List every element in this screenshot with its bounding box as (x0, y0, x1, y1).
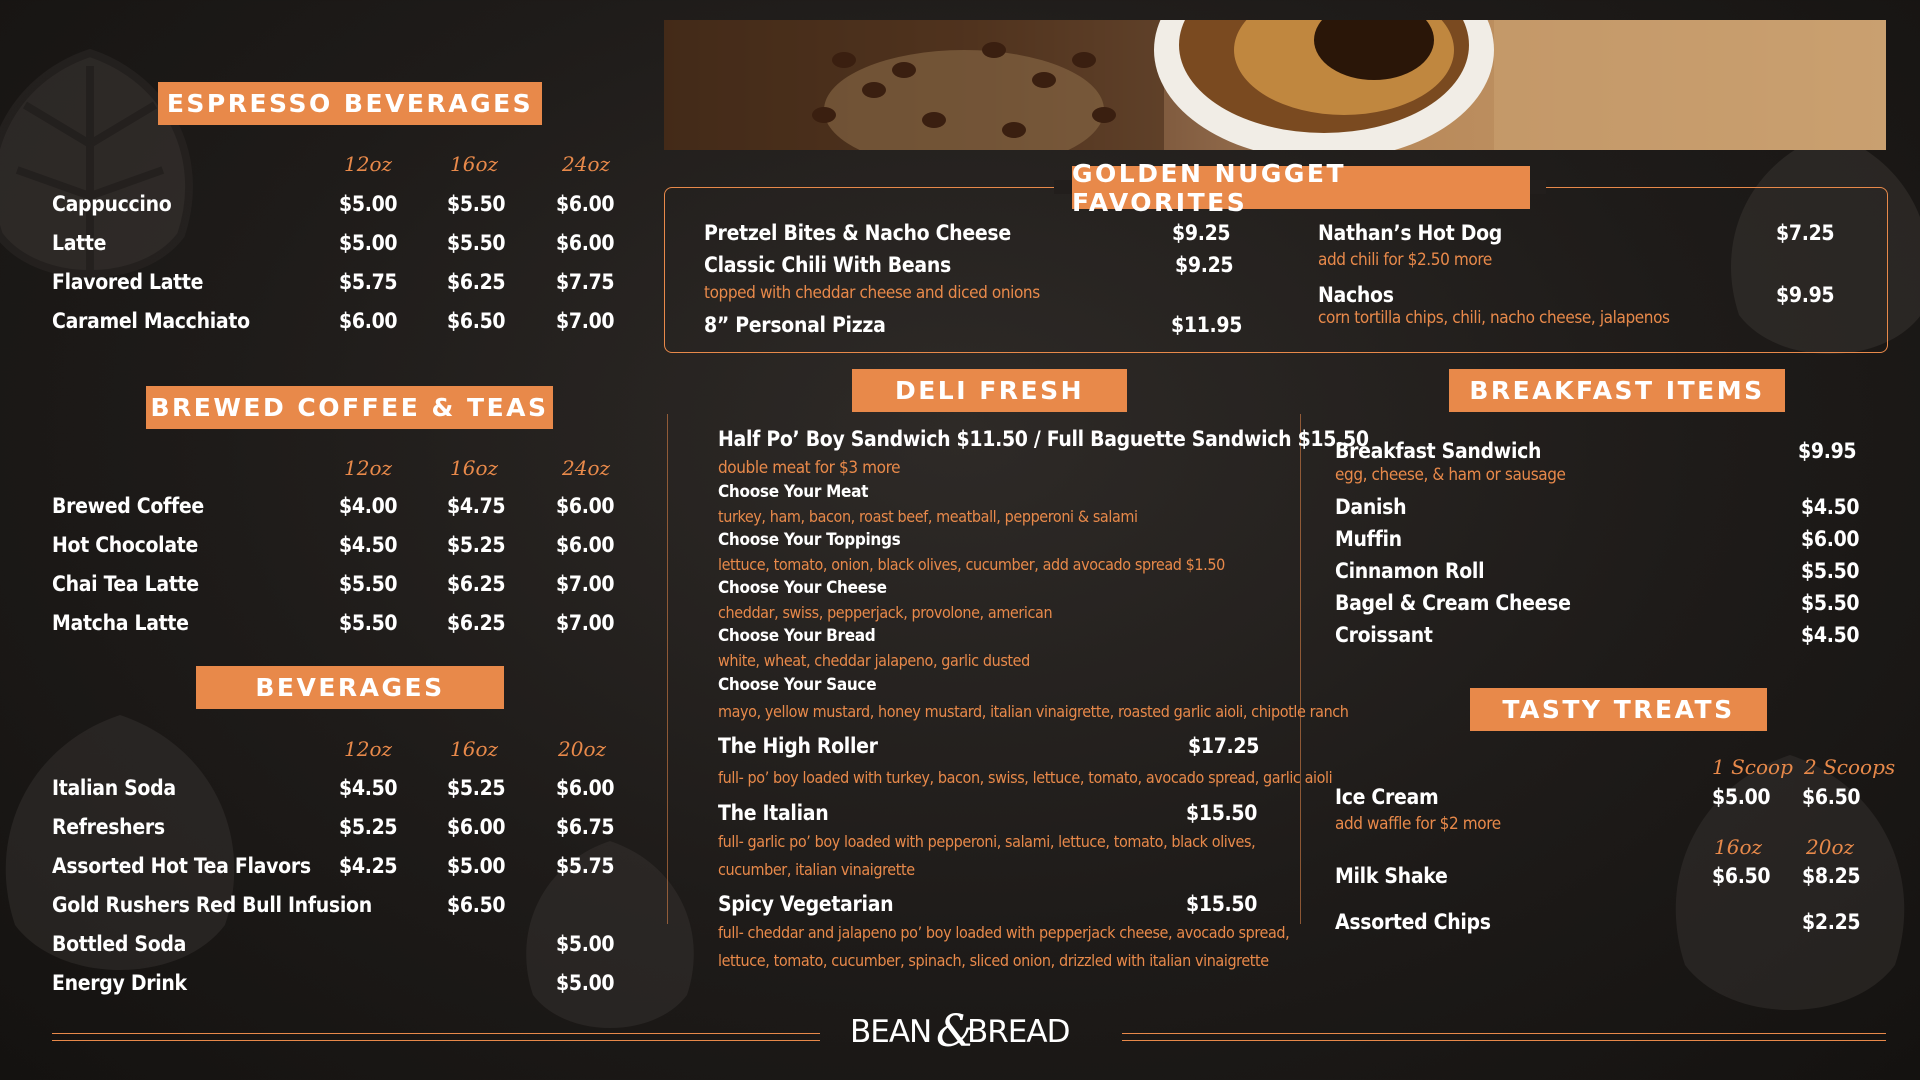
price: $5.25 (447, 533, 506, 557)
footer-line (52, 1040, 820, 1041)
menu-item-name: Assorted Hot Tea Flavors (52, 854, 311, 878)
price: $5.00 (447, 854, 506, 878)
price: $6.50 (447, 309, 506, 333)
leaf-decoration (0, 40, 220, 300)
footer-line (1122, 1040, 1886, 1041)
size-header: 16oz (1714, 835, 1763, 859)
menu-item-name: Gold Rushers Red Bull Infusion (52, 893, 372, 917)
price: $5.00 (556, 932, 615, 956)
menu-item-name: Matcha Latte (52, 611, 189, 635)
option-label: Choose Your Toppings (718, 530, 901, 550)
price: $6.50 (1802, 785, 1861, 809)
menu-item-name: Cappuccino (52, 192, 172, 216)
price: $6.00 (556, 231, 615, 255)
menu-item-name: Breakfast Sandwich (1335, 439, 1542, 463)
size-header: 2 Scoops (1804, 755, 1896, 779)
item-description: lettuce, tomato, cucumber, spinach, sliced onion, drizzled with italian vinaigrette (718, 951, 1269, 970)
price: $6.00 (1801, 527, 1860, 551)
espresso-title: ESPRESSO BEVERAGES (158, 82, 542, 125)
price: $7.00 (556, 572, 615, 596)
price: $4.50 (1801, 495, 1860, 519)
size-header: 20oz (558, 737, 607, 761)
price: $5.50 (447, 192, 506, 216)
item-description: full- cheddar and jalapeno po’ boy loaded with pepperjack cheese, avocado spread, (718, 923, 1290, 942)
price: $6.00 (339, 309, 398, 333)
menu-item-name: Milk Shake (1335, 864, 1448, 888)
size-header: 12oz (344, 737, 393, 761)
option-values: turkey, ham, bacon, roast beef, meatball, pepperoni & salami (718, 507, 1138, 526)
item-description: egg, cheese, & ham or sausage (1335, 465, 1566, 485)
menu-item-name: Assorted Chips (1335, 910, 1491, 934)
deli-title: DELI FRESH (852, 369, 1127, 412)
price: $6.00 (447, 815, 506, 839)
golden-title: GOLDEN NUGGET FAVORITES (1072, 166, 1530, 209)
coffee-header-image (664, 20, 1886, 150)
menu-item-name: Nachos (1318, 283, 1394, 307)
price: $9.25 (1175, 253, 1234, 277)
brewed-title: BREWED COFFEE & TEAS (146, 386, 553, 429)
price: $6.25 (447, 270, 506, 294)
item-description: topped with cheddar cheese and diced onions (704, 283, 1040, 303)
size-header: 12oz (344, 152, 393, 176)
price: $4.75 (447, 494, 506, 518)
size-header: 12oz (344, 456, 393, 480)
option-label: Choose Your Sauce (718, 675, 877, 695)
price: $5.50 (339, 572, 398, 596)
price: $17.25 (1188, 734, 1260, 758)
item-description: full- po’ boy loaded with turkey, bacon, swiss, lettuce, tomato, avocado spread, garlic aioli (718, 768, 1333, 787)
menu-item-name: Cinnamon Roll (1335, 559, 1485, 583)
price: $6.00 (556, 494, 615, 518)
option-label: Choose Your Bread (718, 626, 876, 646)
price: $6.00 (556, 776, 615, 800)
price: $7.25 (1776, 221, 1835, 245)
brand-bean: BEAN (850, 1014, 932, 1050)
price: $5.00 (1712, 785, 1771, 809)
price: $6.25 (447, 611, 506, 635)
menu-item-name: Danish (1335, 495, 1407, 519)
menu-item-name: 8” Personal Pizza (704, 313, 886, 337)
price: $5.00 (556, 971, 615, 995)
price: $5.25 (447, 776, 506, 800)
price: $9.95 (1776, 283, 1835, 307)
price: $5.00 (339, 231, 398, 255)
price: $6.50 (1712, 864, 1771, 888)
price: $6.50 (447, 893, 506, 917)
menu-item-name: Latte (52, 231, 107, 255)
deli-left-divider (667, 414, 668, 924)
beverages-title: BEVERAGES (196, 666, 504, 709)
size-header: 24oz (562, 152, 611, 176)
deli-right-divider (1300, 414, 1301, 924)
menu-item-name: Ice Cream (1335, 785, 1439, 809)
option-values: cheddar, swiss, pepperjack, provolone, american (718, 603, 1053, 622)
menu-item-name: Caramel Macchiato (52, 309, 250, 333)
price: $4.50 (339, 776, 398, 800)
price: $15.50 (1186, 892, 1258, 916)
menu-item-name: Bottled Soda (52, 932, 187, 956)
item-description: add chili for $2.50 more (1318, 250, 1492, 270)
size-header: 16oz (450, 456, 499, 480)
price: $7.75 (556, 270, 615, 294)
price: $7.00 (556, 309, 615, 333)
menu-item-name: Brewed Coffee (52, 494, 204, 518)
price: $6.00 (556, 192, 615, 216)
price: $5.50 (339, 611, 398, 635)
breakfast-title: BREAKFAST ITEMS (1449, 369, 1785, 412)
menu-item-name: Pretzel Bites & Nacho Cheese (704, 221, 1011, 245)
price: $9.95 (1798, 439, 1857, 463)
item-description: corn tortilla chips, chili, nacho cheese, jalapenos (1318, 308, 1670, 328)
brand-bread: BREAD (967, 1014, 1070, 1050)
menu-item-name: Refreshers (52, 815, 165, 839)
size-header: 16oz (450, 152, 499, 176)
option-label: Choose Your Cheese (718, 578, 887, 598)
price: $2.25 (1802, 910, 1861, 934)
price: $5.50 (1801, 559, 1860, 583)
menu-item-name: Energy Drink (52, 971, 187, 995)
menu-item-name: Nathan’s Hot Dog (1318, 221, 1503, 245)
price: $5.50 (447, 231, 506, 255)
menu-item-name: Half Po’ Boy Sandwich $11.50 / Full Baguette Sandwich $15.50 (718, 427, 1369, 451)
menu-item-name: Hot Chocolate (52, 533, 199, 557)
price: $6.00 (556, 533, 615, 557)
price: $15.50 (1186, 801, 1258, 825)
price: $9.25 (1172, 221, 1231, 245)
footer-line (1122, 1033, 1886, 1034)
item-description: full- garlic po’ boy loaded with pepperoni, salami, lettuce, tomato, black olives, (718, 832, 1256, 851)
menu-item-name: The High Roller (718, 734, 878, 758)
option-values: lettuce, tomato, onion, black olives, cucumber, add avocado spread $1.50 (718, 555, 1225, 574)
price: $4.50 (339, 533, 398, 557)
price: $4.25 (339, 854, 398, 878)
price: $5.50 (1801, 591, 1860, 615)
price: $8.25 (1802, 864, 1861, 888)
treats-title: TASTY TREATS (1470, 688, 1767, 731)
option-values: mayo, yellow mustard, honey mustard, italian vinaigrette, roasted garlic aioli, chipotle ranch (718, 702, 1349, 721)
size-header: 16oz (450, 737, 499, 761)
price: $5.00 (339, 192, 398, 216)
price: $5.25 (339, 815, 398, 839)
menu-item-name: Chai Tea Latte (52, 572, 199, 596)
menu-item-name: Muffin (1335, 527, 1402, 551)
size-header: 24oz (562, 456, 611, 480)
price: $5.75 (339, 270, 398, 294)
brand-ampersand: & (936, 1006, 976, 1057)
leaf-decoration (0, 680, 270, 1020)
item-description: add waffle for $2 more (1335, 814, 1501, 834)
menu-item-name: The Italian (718, 801, 829, 825)
option-values: white, wheat, cheddar jalapeno, garlic dusted (718, 651, 1030, 670)
menu-item-name: Classic Chili With Beans (704, 253, 951, 277)
menu-item-name: Spicy Vegetarian (718, 892, 894, 916)
size-header: 1 Scoop (1712, 755, 1793, 779)
menu-item-name: Croissant (1335, 623, 1433, 647)
price: $11.95 (1171, 313, 1243, 337)
price: $6.75 (556, 815, 615, 839)
price: $4.00 (339, 494, 398, 518)
option-label: Choose Your Meat (718, 482, 869, 502)
price: $4.50 (1801, 623, 1860, 647)
brand-logo (850, 1006, 1100, 1062)
menu-item-name: Bagel & Cream Cheese (1335, 591, 1571, 615)
size-header: 20oz (1806, 835, 1855, 859)
menu-item-name: Flavored Latte (52, 270, 204, 294)
footer-line (52, 1033, 820, 1034)
price: $6.25 (447, 572, 506, 596)
menu-item-name: Italian Soda (52, 776, 176, 800)
item-description: double meat for $3 more (718, 458, 901, 478)
price: $5.75 (556, 854, 615, 878)
item-description: cucumber, italian vinaigrette (718, 860, 915, 879)
price: $7.00 (556, 611, 615, 635)
